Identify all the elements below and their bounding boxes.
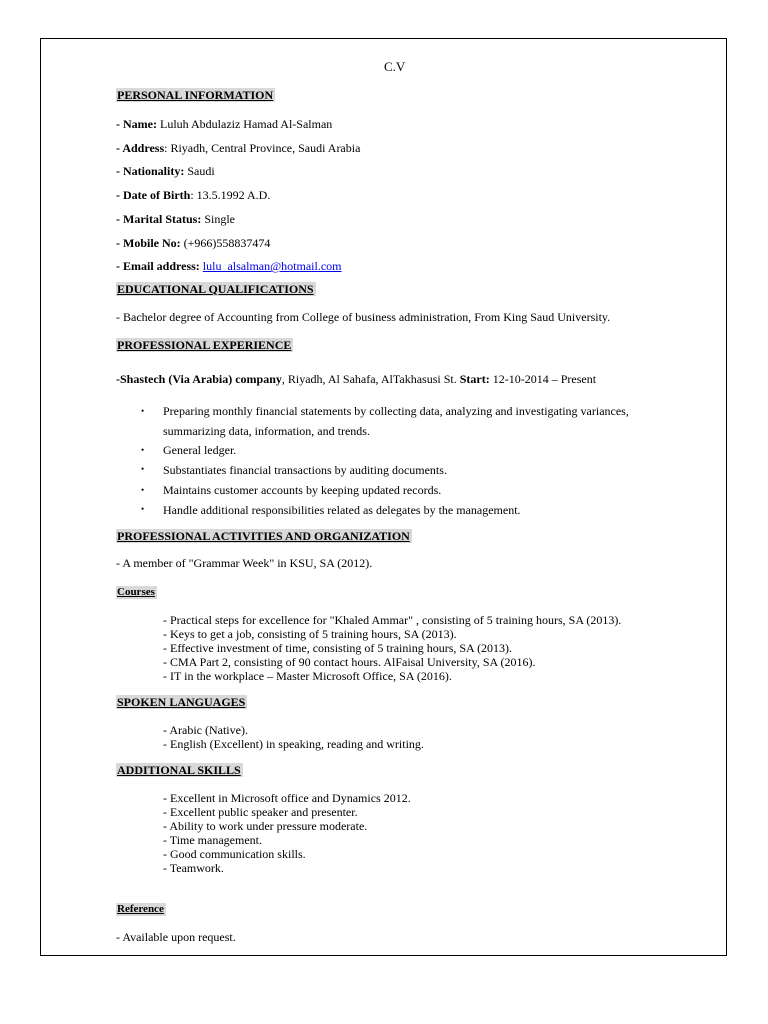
languages-heading: SPOKEN LANGUAGES [117,695,246,709]
experience-bullet-continuation: summarizing data, information, and trends. [163,424,370,438]
experience-bullet: Handle additional responsibilities related as delegates by the management. [163,503,521,517]
skill-item: - Ability to work under pressure moderate. [163,819,368,833]
dob-line [116,189,270,201]
company-name: -Shastech (Via Arabia) company [116,372,282,386]
course-item: - IT in the workplace – Master Microsoft Office, SA (2016). [163,669,452,683]
experience-heading: PROFESSIONAL EXPERIENCE [117,338,292,352]
courses-heading: Courses [117,586,155,598]
experience-bullet: Preparing monthly financial statements by collecting data, analyzing and investigating variances, [163,404,629,418]
mobile-line [116,237,270,249]
marital-value: Single [201,212,235,226]
mobile-value: (+966)558837474 [180,236,271,250]
skill-item: - Time management. [163,833,262,847]
education-heading: EDUCATIONAL QUALIFICATIONS [117,282,314,296]
company-location: , Riyadh, Al Sahafa, AlTakhasusi St. [281,372,460,386]
address-line [116,142,360,154]
email-link[interactable]: lulu_alsalman@hotmail.com [202,259,342,273]
address-label: - Address [116,141,165,155]
name-label: - Name: [116,117,157,131]
course-item: - Practical steps for excellence for "Khaled Ammar" , consisting of 5 training hours, SA (2013). [163,613,622,627]
address-value: : Riyadh, Central Province, Saudi Arabia [164,141,361,155]
experience-bullet: Maintains customer accounts by keeping updated records. [163,483,442,497]
nationality-line [116,165,215,177]
marital-line [116,213,235,225]
activities-heading: PROFESSIONAL ACTIVITIES AND ORGANIZATION [117,529,410,543]
email-line [116,260,342,272]
experience-bullet: General ledger. [163,443,237,457]
education-item: - Bachelor degree of Accounting from College of business administration, From King Saud University. [116,310,611,324]
skill-item: - Excellent public speaker and presenter. [163,805,358,819]
reference-heading: Reference [117,903,164,915]
language-item: - Arabic (Native). [163,723,248,737]
email-label: - Email address: [116,259,200,273]
bullet-dot-icon: • [141,406,145,416]
experience-bullet: Substantiates financial transactions by auditing documents. [163,463,447,477]
reference-item: - Available upon request. [116,930,236,944]
skill-item: - Excellent in Microsoft office and Dynamics 2012. [163,791,411,805]
language-item: - English (Excellent) in speaking, reading and writing. [163,737,424,751]
personal-info-heading: PERSONAL INFORMATION [117,88,274,102]
skill-item: - Good communication skills. [163,847,306,861]
activities-item: - A member of "Grammar Week" in KSU, SA (2012). [116,556,373,570]
course-item: - Keys to get a job, consisting of 5 training hours, SA (2013). [163,627,457,641]
dob-value: : 13.5.1992 A.D. [190,188,271,202]
bullet-dot-icon: • [141,485,145,495]
name-value: Luluh Abdulaziz Hamad Al-Salman [156,117,333,131]
dob-label: - Date of Birth [116,188,191,202]
nationality-label: - Nationality: [116,164,185,178]
marital-label: - Marital Status: [116,212,202,226]
nationality-value: Saudi [184,164,215,178]
bullet-dot-icon: • [141,504,145,514]
name-line [116,118,332,130]
bullet-dot-icon: • [141,445,145,455]
document-title: C.V [384,59,406,74]
course-item: - Effective investment of time, consisting of 5 training hours, SA (2013). [163,641,513,655]
skill-item: - Teamwork. [163,861,224,875]
course-item: - CMA Part 2, consisting of 90 contact hours. AlFaisal University, SA (2016). [163,655,536,669]
bullet-dot-icon: • [141,464,145,474]
start-value: 12-10-2014 – Present [489,372,597,386]
start-label: Start: [459,372,490,386]
skills-heading: ADDITIONAL SKILLS [117,763,241,777]
mobile-label: - Mobile No: [116,236,181,250]
experience-company-line [116,373,596,385]
